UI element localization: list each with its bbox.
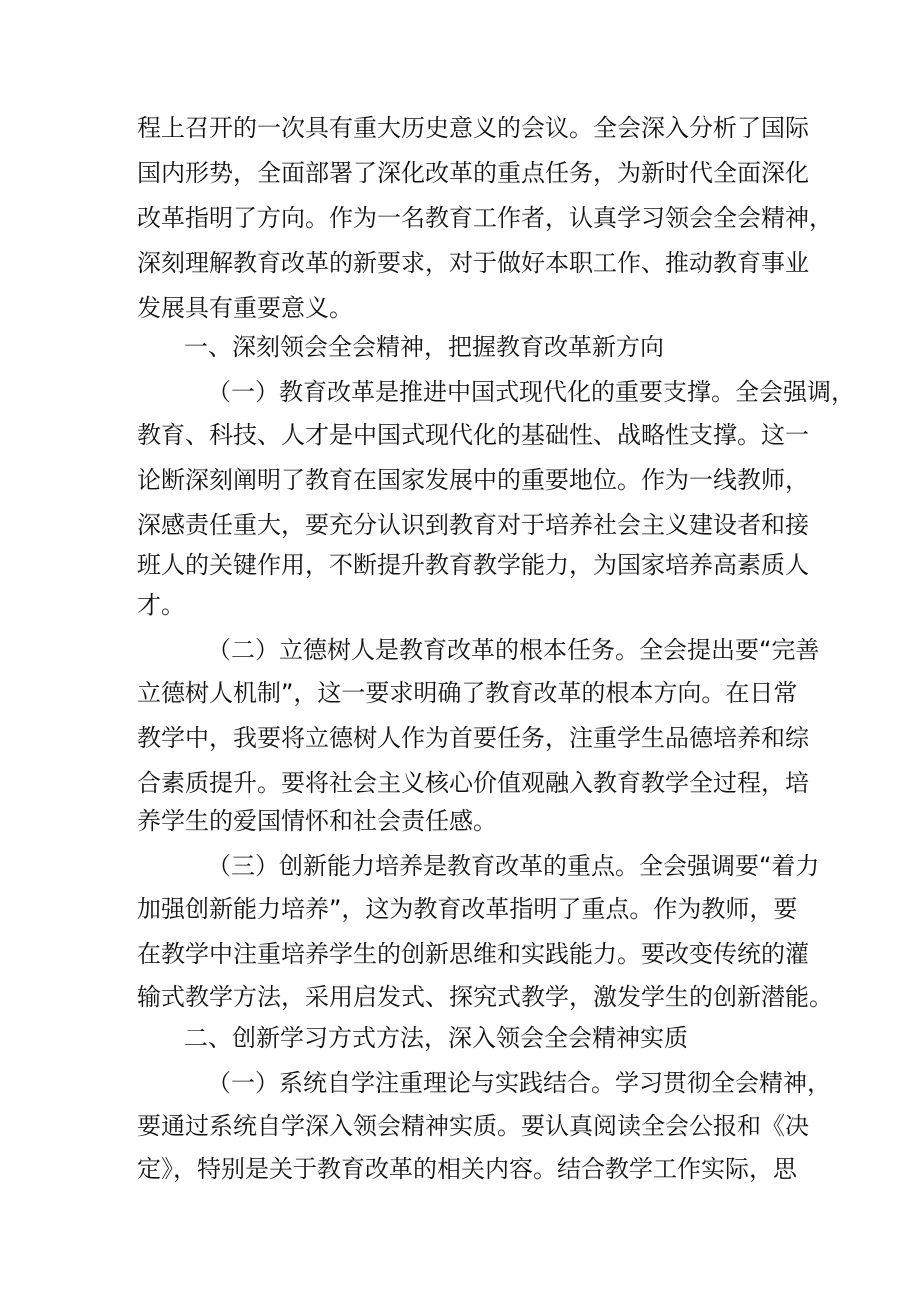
body-text-line: 深感责任重大，要充分认识到教育对于培养社会主义建设者和接 xyxy=(137,511,809,539)
body-text-line: 国内形势，全面部署了深化改革的重点任务，为新时代全面深化 xyxy=(137,159,809,187)
body-text-line: 要通过系统自学深入领会精神实质。要认真阅读全会公报和《决 xyxy=(137,1112,809,1140)
subsection-heading-1-2: （二）立德树人是教育改革的根本任务。全会提出要“完善 xyxy=(207,636,820,664)
body-text-line: 教育、科技、人才是中国式现代化的基础性、战略性支撑。这一 xyxy=(137,421,809,449)
body-text-line: 才。 xyxy=(137,591,185,619)
body-text-line: 加强创新能力培养”，这为教育改革指明了重点。作为教师，要 xyxy=(137,895,798,923)
body-text-line: 教学中，我要将立德树人作为首要任务，注重学生品德培养和综 xyxy=(137,724,809,752)
body-text-line: 在教学中注重培养学生的创新思维和实践能力。要改变传统的灌 xyxy=(137,940,809,968)
body-text-line: 合素质提升。要将社会主义核心价值观融入教育教学全过程，培 xyxy=(137,769,809,797)
body-text-line: 养学生的爱国情怀和社会责任感。 xyxy=(137,807,497,835)
body-text-line: 程上召开的一次具有重大历史意义的会议。全会深入分析了国际 xyxy=(137,114,809,142)
section-heading-1: 一、深刻领会全会精神，把握教育改革新方向 xyxy=(184,333,664,361)
body-text-line: 班人的关键作用，不断提升教育教学能力，为国家培养高素质人 xyxy=(137,551,809,579)
body-text-line: 改革指明了方向。作为一名教育工作者，认真学习领会全会精神， xyxy=(137,204,833,232)
body-text-line: 输式教学方法，采用启发式、探究式教学，激发学生的创新潜能。 xyxy=(137,983,833,1011)
body-text-line: 论断深刻阐明了教育在国家发展中的重要地位。作为一线教师， xyxy=(137,466,809,494)
body-text-line: 定》，特别是关于教育改革的相关内容。结合教学工作实际，思 xyxy=(137,1155,797,1183)
body-text-line: 深刻理解教育改革的新要求，对于做好本职工作、推动教育事业 xyxy=(137,249,809,277)
subsection-heading-1-1: （一）教育改革是推进中国式现代化的重要支撑。全会强调， xyxy=(207,378,855,406)
section-heading-2: 二、创新学习方式方法，深入领会全会精神实质 xyxy=(184,1024,688,1052)
body-text-line: 立德树人机制”，这一要求明确了教育改革的根本方向。在日常 xyxy=(137,679,798,707)
body-text-line: 发展具有重要意义。 xyxy=(137,294,353,322)
subsection-heading-2-1: （一）系统自学注重理论与实践结合。学习贯彻全会精神， xyxy=(207,1069,831,1097)
subsection-heading-1-3: （三）创新能力培养是教育改革的重点。全会强调要“着力 xyxy=(207,852,820,880)
